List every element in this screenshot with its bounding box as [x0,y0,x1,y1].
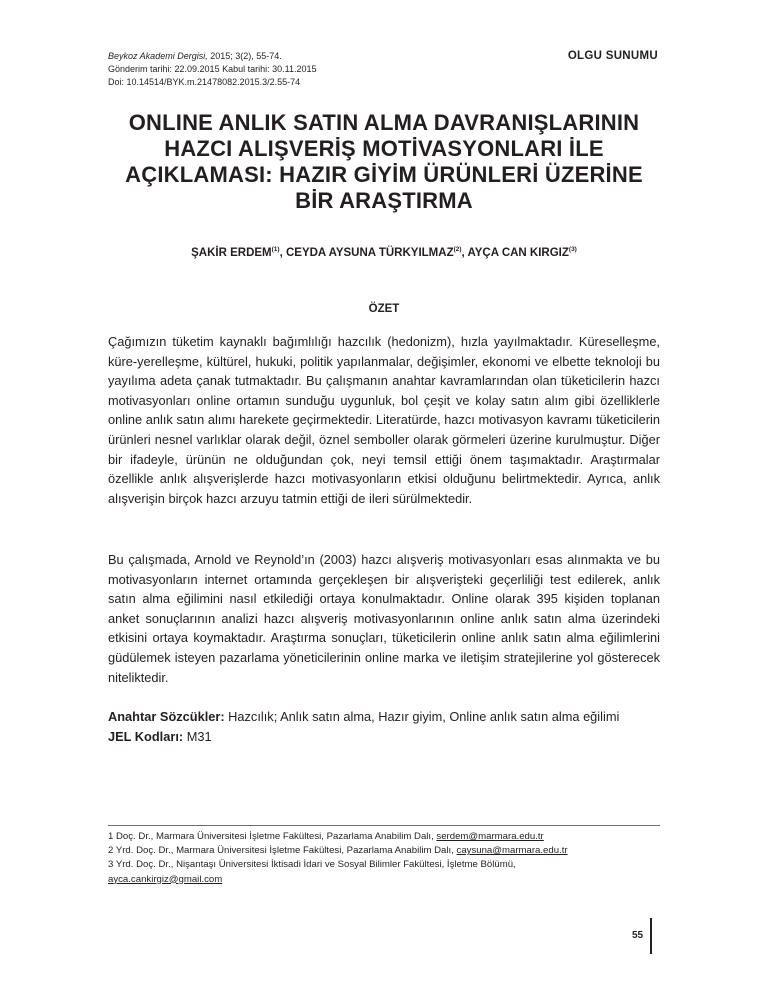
jel-value: M31 [183,728,212,744]
paper-title [108,110,660,214]
author-name: CEYDA AYSUNA TÜRKYILMAZ [285,246,454,259]
abstract-heading: ÖZET [368,303,400,315]
author-affiliation-marker: (3) [568,246,577,253]
footnote-email-link[interactable]: caysuna@marmara.edu.tr [456,845,568,857]
journal-name: Beykoz Akademi Dergisi, [108,51,208,61]
keywords-value: Hazcılık; Anlık satın alma, Hazır giyim, Online anlık satın alma eğilimi [224,709,620,724]
author-separator: , [461,246,468,259]
footnote-divider [108,825,660,826]
keywords-label: Anahtar Sözcükler: [108,709,225,724]
footnote-text: 2 Yrd. Doç. Dr., Marmara Üniversitesi İşletme Fakültesi, Pazarlama Anabilim Dalı, [108,845,457,857]
title-line: AÇIKLAMASI: HAZIR GİYİM ÜRÜNLERİ ÜZERİNE [125,162,643,187]
footnote [108,830,668,844]
footnotes [108,830,668,887]
journal-issue: 2015; 3(2), 55-74. [207,51,282,61]
jel-line [108,727,668,747]
jel-label: JEL Kodları: [108,728,184,744]
keywords-block [108,707,668,746]
author-name: ŞAKİR ERDEM [191,246,272,259]
abstract-paragraph: Çağımızın tüketim kaynaklı bağımlılığı hazcılık (hedonizm), hızla yayılmaktadır. Küreselleşme, küre-yerelleşme, kültürel, hukuki, politik yapılanmalar, değişimler, ekonomi ve elbette teknoloji bu yayılıma adeta çanak tutmaktadır. Bu çalışmanın anahtar kavramlarından olan tüketicilerin hazcı motivasyonları online ortamın sunduğu uygunluk, bol çeşit ve kolay satın alım gibi özelliklerle online anlık satın alımı harekete geçirmektedir. Literatürde, hazcı motivasyon kavramı tüketicilerin ürünleri nesnel varlıklar olarak değil, öznel semboller olarak görmeleri üzerine kurulmuştur. Diğer bir ifadeyle, ürünün ne olduğundan çok, neyi temsil ettiği önem taşımaktadır. Araştırmalar özellikle anlık alışverişlerde hazcı motivasyonların etkisi olduğunu belirtmektedir. Ayrıca, anlık alışverişin birçok hazcı arzuyu tatmin ettiği de ileri sürülmektedir. [108,334,660,506]
title-line: HAZCI ALIŞVERİŞ MOTİVASYONLARI İLE [164,136,604,161]
footnote-email-link[interactable]: serdem@marmara.edu.tr [436,831,544,842]
submission-dates: Gönderim tarihi: 22.09.2015 Kabul tarihi: 30.11.2015 [108,64,317,74]
section-label: OLGU SUNUMU [567,50,658,62]
author-affiliation-marker: (2) [453,246,462,253]
author-affiliation-marker: (1) [271,246,280,253]
footnote [108,844,668,858]
footnote [108,858,668,886]
footnote-text: 3 Yrd. Doç. Dr., Nişantaşı Üniversitesi İktisadi İdari ve Sosyal Bilimler Fakültesi, İşletme Bölümü, [108,859,516,871]
page-number-rule [650,918,652,954]
footnote-text: 1 Doç. Dr., Marmara Üniversitesi İşletme Fakültesi, Pazarlama Anabilim Dalı, [108,831,437,842]
author-list [108,246,660,259]
abstract-paragraph: Bu çalışmada, Arnold ve Reynold’ın (2003) hazcı alışveriş motivasyonları esas alınmakta ve bu motivasyonların internet ortamında gerçekleşen bir alışverişteki geçerliliği test edilerek, anlık satın alma eğilimini nasıl etkilediği ortaya konulmaktadır. Online olarak 395 kişiden toplanan anket sonuçlarının analizi hazcı alışveriş motivasyonlarının online anlık satın alma üzerindeki etkisini ortaya koymaktadır. Araştırma sonuçları, tüketicilerin online anlık satın alma eğilimlerini güdülemek isteyen pazarlama yöneticilerinin online marka ve iletişim stratejilerine yol gösterecek niteliktedir. [108,552,660,685]
title-line: ONLINE ANLIK SATIN ALMA DAVRANIŞLARININ [128,110,640,135]
journal-citation [108,50,316,63]
journal-header [108,50,316,89]
footnote-email-link[interactable]: ayca.cankirgiz@gmail.com [108,873,223,885]
doi: Doi: 10.14514/BYK.m.21478082.2015.3/2.55-74 [108,77,301,87]
author-name: AYÇA CAN KIRGIZ [467,246,569,259]
title-line: BİR ARAŞTIRMA [295,188,473,213]
keywords-line [108,707,668,727]
page-number: 55 [632,930,644,941]
author-separator: , [279,246,286,259]
